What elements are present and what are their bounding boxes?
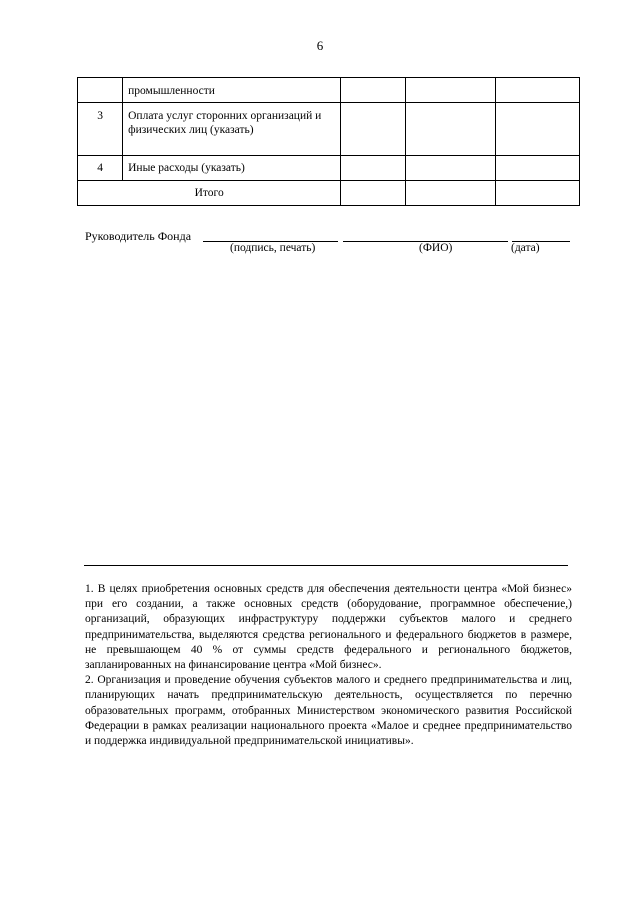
value-cell: [495, 181, 579, 206]
value-cell: [405, 103, 495, 156]
total-label: Итого: [78, 181, 341, 206]
table-row: [78, 156, 580, 181]
name-caption: (ФИО): [419, 242, 453, 254]
value-cell: [341, 181, 406, 206]
table-row: [78, 103, 580, 156]
value-cell: [405, 78, 495, 103]
row-name: Оплата услуг сторонних организаций и физических лиц (указать): [123, 103, 341, 156]
row-number: 3: [78, 103, 123, 156]
value-cell: [341, 78, 406, 103]
value-cell: [405, 156, 495, 181]
footnotes: [85, 582, 572, 749]
row-name: Иные расходы (указать): [123, 156, 341, 181]
table-total-row: [78, 181, 580, 206]
page-number: 6: [316, 38, 324, 53]
footnote-2: 2. Организация и проведение обучения субъектов малого и среднего предпринимательства и лиц, планирующих начать предпринимательскую деятельность, осуществляется по перечню образовательных программ, отобранных Министерством экономического развития Российской Федерации в рамках реализации национального проекта «Малое и среднее предпринимательство и поддержка индивидуальной предпринимательской инициативы».: [85, 674, 572, 748]
budget-table: [77, 77, 580, 206]
date-caption: (дата): [511, 242, 540, 254]
value-cell: [495, 78, 579, 103]
row-number: [78, 78, 123, 103]
value-cell: [495, 156, 579, 181]
row-number: 4: [78, 156, 123, 181]
footnote-1: 1. В целях приобретения основных средств для обеспечения деятельности центра «Мой бизнес» при его создании, а также основных средств (оборудование, программное обеспечение,) организаций, образующих инфраструктуру поддержки субъектов малого и среднего предпринимательства, выделяются средства регионального и федерального бюджетов в размере, не превышающем 40 % от суммы средств федерального и регионального бюджетов, запланированных на финансирование центра «Мой бизнес».: [85, 583, 572, 672]
signature-label: Руководитель Фонда: [85, 229, 192, 243]
signature-caption: (подпись, печать): [230, 242, 316, 254]
table-row: [78, 78, 580, 103]
value-cell: [405, 181, 495, 206]
row-name: промышленности: [123, 78, 341, 103]
value-cell: [341, 156, 406, 181]
footnote-divider: [84, 565, 568, 566]
value-cell: [341, 103, 406, 156]
value-cell: [495, 103, 579, 156]
